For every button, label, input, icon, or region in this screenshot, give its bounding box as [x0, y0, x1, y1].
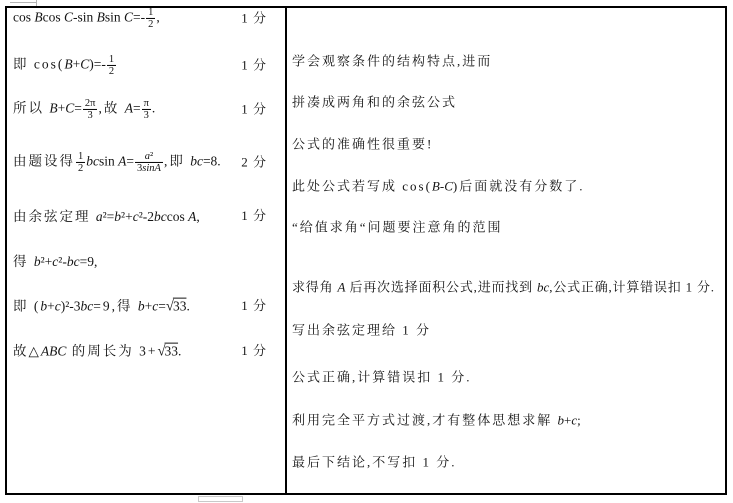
text-run: 后再次选择面积公式,进而找到: [345, 279, 537, 295]
text-run: =9,: [79, 253, 98, 269]
radical-sign: √: [165, 298, 174, 315]
math-step-row: [13, 6, 285, 30]
math-step-row: [13, 298, 285, 315]
math-variable: A: [124, 100, 133, 116]
text-run: =: [74, 100, 82, 116]
fraction-denominator: [83, 109, 98, 122]
ruler-artifact: [10, 2, 37, 3]
text-run: 2: [108, 66, 115, 77]
score-label: 1 分: [241, 208, 267, 224]
comment-row: [292, 54, 723, 69]
text-run: 得: [13, 253, 34, 269]
text-run: =-: [133, 9, 146, 25]
text-run: 3: [143, 110, 149, 121]
fraction-denominator: [107, 65, 116, 78]
text-run: 公式正确,计算错误扣 1 分.: [292, 369, 472, 385]
text-run: ,: [156, 9, 160, 25]
fraction-denominator: [76, 162, 85, 175]
text-run: +: [72, 56, 81, 72]
radical-sign: √: [157, 343, 166, 360]
math-variable: b: [40, 298, 48, 314]
text-run: 的周长为 3+: [66, 343, 158, 359]
math-variable: A: [337, 279, 346, 295]
text-run: cos: [42, 9, 64, 25]
math-variable: ABC: [40, 343, 67, 359]
math-step-row: [13, 209, 285, 225]
comment-row: [292, 137, 723, 152]
score-label: 1 分: [241, 343, 267, 359]
comment-row: [292, 323, 723, 338]
text-run: 利用完全平方式过渡,才有整体思想求解: [292, 412, 558, 428]
math-variable: B: [431, 178, 440, 194]
text-run: )后面就没有分数了.: [452, 178, 585, 194]
text-run: =9,得: [93, 298, 138, 314]
score-label: 1 分: [241, 57, 267, 73]
comment-row: [292, 179, 723, 194]
fraction-numerator: [146, 6, 155, 18]
fraction: [146, 6, 155, 30]
text-run: .: [178, 343, 182, 359]
fraction-numerator: [83, 97, 98, 109]
math-step-row: [13, 254, 285, 270]
math-variable: C: [80, 56, 90, 72]
text-run: =: [126, 153, 135, 169]
fraction-denominator: [142, 109, 151, 122]
text-run: cos: [13, 9, 35, 25]
text-run: -sin: [73, 9, 97, 25]
math-variable: C: [65, 100, 75, 116]
radicand: 33: [172, 298, 187, 314]
text-run: 最后下结论,不写扣 1 分.: [292, 454, 457, 470]
fraction-numerator: [76, 150, 85, 162]
text-run: 此处公式若写成 cos(: [292, 178, 432, 194]
text-run: +: [144, 298, 153, 314]
math-variable: B: [49, 100, 58, 116]
text-run: ,公式正确,计算错误扣 1 分.: [549, 279, 715, 295]
text-run: 2π: [84, 97, 96, 109]
math-variable: b: [137, 298, 145, 314]
math-step-row: [13, 150, 285, 174]
text-run: ,即: [163, 153, 191, 169]
text-run: sin: [99, 153, 119, 169]
text-run: 故△: [13, 343, 41, 359]
text-run: =8.: [202, 153, 221, 169]
math-variable: c: [132, 208, 139, 224]
math-variable: A: [118, 153, 127, 169]
math-step-row: [13, 53, 285, 77]
text-run: ,: [196, 208, 200, 224]
text-run: ²+: [40, 253, 53, 269]
text-run: 拼凑成两角和的余弦公式: [292, 94, 458, 110]
math-variable: bc: [86, 153, 99, 169]
math-variable: bc: [66, 253, 80, 269]
math-variable: bc: [154, 208, 167, 224]
fraction: [135, 150, 163, 174]
text-run: ²+: [121, 208, 133, 224]
text-run: 所以: [13, 100, 50, 116]
math-variable: a: [95, 208, 103, 224]
score-label: 2 分: [241, 154, 267, 170]
text-run: )²-3: [60, 298, 81, 314]
text-run: 1: [148, 6, 154, 18]
text-run: 1: [78, 150, 84, 162]
fraction: [76, 150, 85, 174]
math-variable: sinA: [142, 163, 161, 174]
text-run: 学会观察条件的结构特点,进而: [292, 53, 493, 69]
table-handle-artifact: [198, 496, 243, 502]
comment-row: [292, 455, 723, 470]
math-variable: A: [188, 208, 197, 224]
text-run: .: [186, 298, 190, 314]
column-divider: [285, 8, 287, 493]
text-run: =: [158, 298, 166, 314]
text-run: 即 cos(: [13, 56, 65, 72]
comment-row: [292, 280, 723, 295]
math-step-row: [13, 343, 285, 360]
text-run: +: [57, 100, 66, 116]
comment-row: [292, 370, 723, 385]
fraction-denominator: [146, 18, 155, 31]
math-variable: bc: [536, 279, 550, 295]
score-label: 1 分: [241, 298, 267, 314]
rubric-table: [5, 6, 727, 495]
text-run: 1: [108, 53, 115, 65]
text-run: 由余弦定理: [13, 208, 96, 224]
math-variable: b: [33, 253, 41, 269]
text-run: )=-: [89, 56, 106, 72]
text-run: .: [151, 100, 156, 116]
math-variable: a: [144, 150, 151, 162]
text-run: ;: [577, 412, 581, 428]
math-variable: B: [96, 9, 105, 25]
math-variable: C: [64, 9, 74, 25]
text-run: =: [132, 100, 141, 116]
text-run: 公式的准确性很重要!: [292, 136, 434, 152]
fraction-numerator: [142, 97, 151, 109]
math-variable: B: [64, 56, 73, 72]
sqrt-expression: [157, 343, 182, 360]
text-run: ²-2: [138, 208, 155, 224]
text-run: sin: [104, 9, 125, 25]
math-variable: bc: [80, 298, 94, 314]
text-run: 即 (: [13, 298, 41, 314]
fraction: [83, 97, 98, 121]
fraction: [107, 53, 116, 77]
fraction-numerator: [107, 53, 116, 65]
text-run: ²-: [58, 253, 67, 269]
score-label: 1 分: [241, 101, 267, 117]
text-run: +: [564, 412, 572, 428]
radicand: 33: [164, 343, 179, 359]
math-variable: b: [114, 208, 122, 224]
math-variable: C: [124, 9, 134, 25]
math-variable: c: [54, 298, 61, 314]
score-label: 1 分: [241, 10, 267, 26]
math-variable: C: [444, 178, 453, 194]
text-run: ,故: [98, 100, 125, 116]
text-run: 3: [87, 110, 93, 121]
comment-row: [292, 95, 723, 110]
math-variable: c: [152, 298, 159, 314]
text-run: π: [143, 97, 149, 109]
math-step-row: [13, 97, 285, 121]
text-run: -: [439, 178, 445, 194]
text-run: 3: [137, 163, 143, 174]
text-run: cos: [166, 208, 189, 224]
text-run: ²: [150, 150, 154, 162]
comment-row: [292, 413, 723, 428]
text-run: 2: [78, 163, 84, 174]
math-variable: bc: [190, 153, 203, 169]
math-variable: c: [571, 412, 578, 428]
text-run: +: [47, 298, 55, 314]
fraction-numerator: [135, 150, 163, 162]
text-run: “给值求角“问题要注意角的范围: [292, 219, 503, 235]
text-run: 写出余弦定理给 1 分: [292, 322, 432, 338]
text-run: 求得角: [292, 279, 338, 295]
sqrt-expression: [165, 298, 190, 315]
text-run: 2: [148, 19, 154, 30]
fraction-denominator: [135, 162, 163, 175]
fraction: [142, 97, 151, 121]
text-run: 由题设得: [13, 153, 75, 169]
text-run: ²=: [102, 208, 115, 224]
math-variable: b: [557, 412, 565, 428]
math-variable: B: [34, 9, 43, 25]
math-variable: c: [52, 253, 59, 269]
comment-row: [292, 220, 723, 235]
